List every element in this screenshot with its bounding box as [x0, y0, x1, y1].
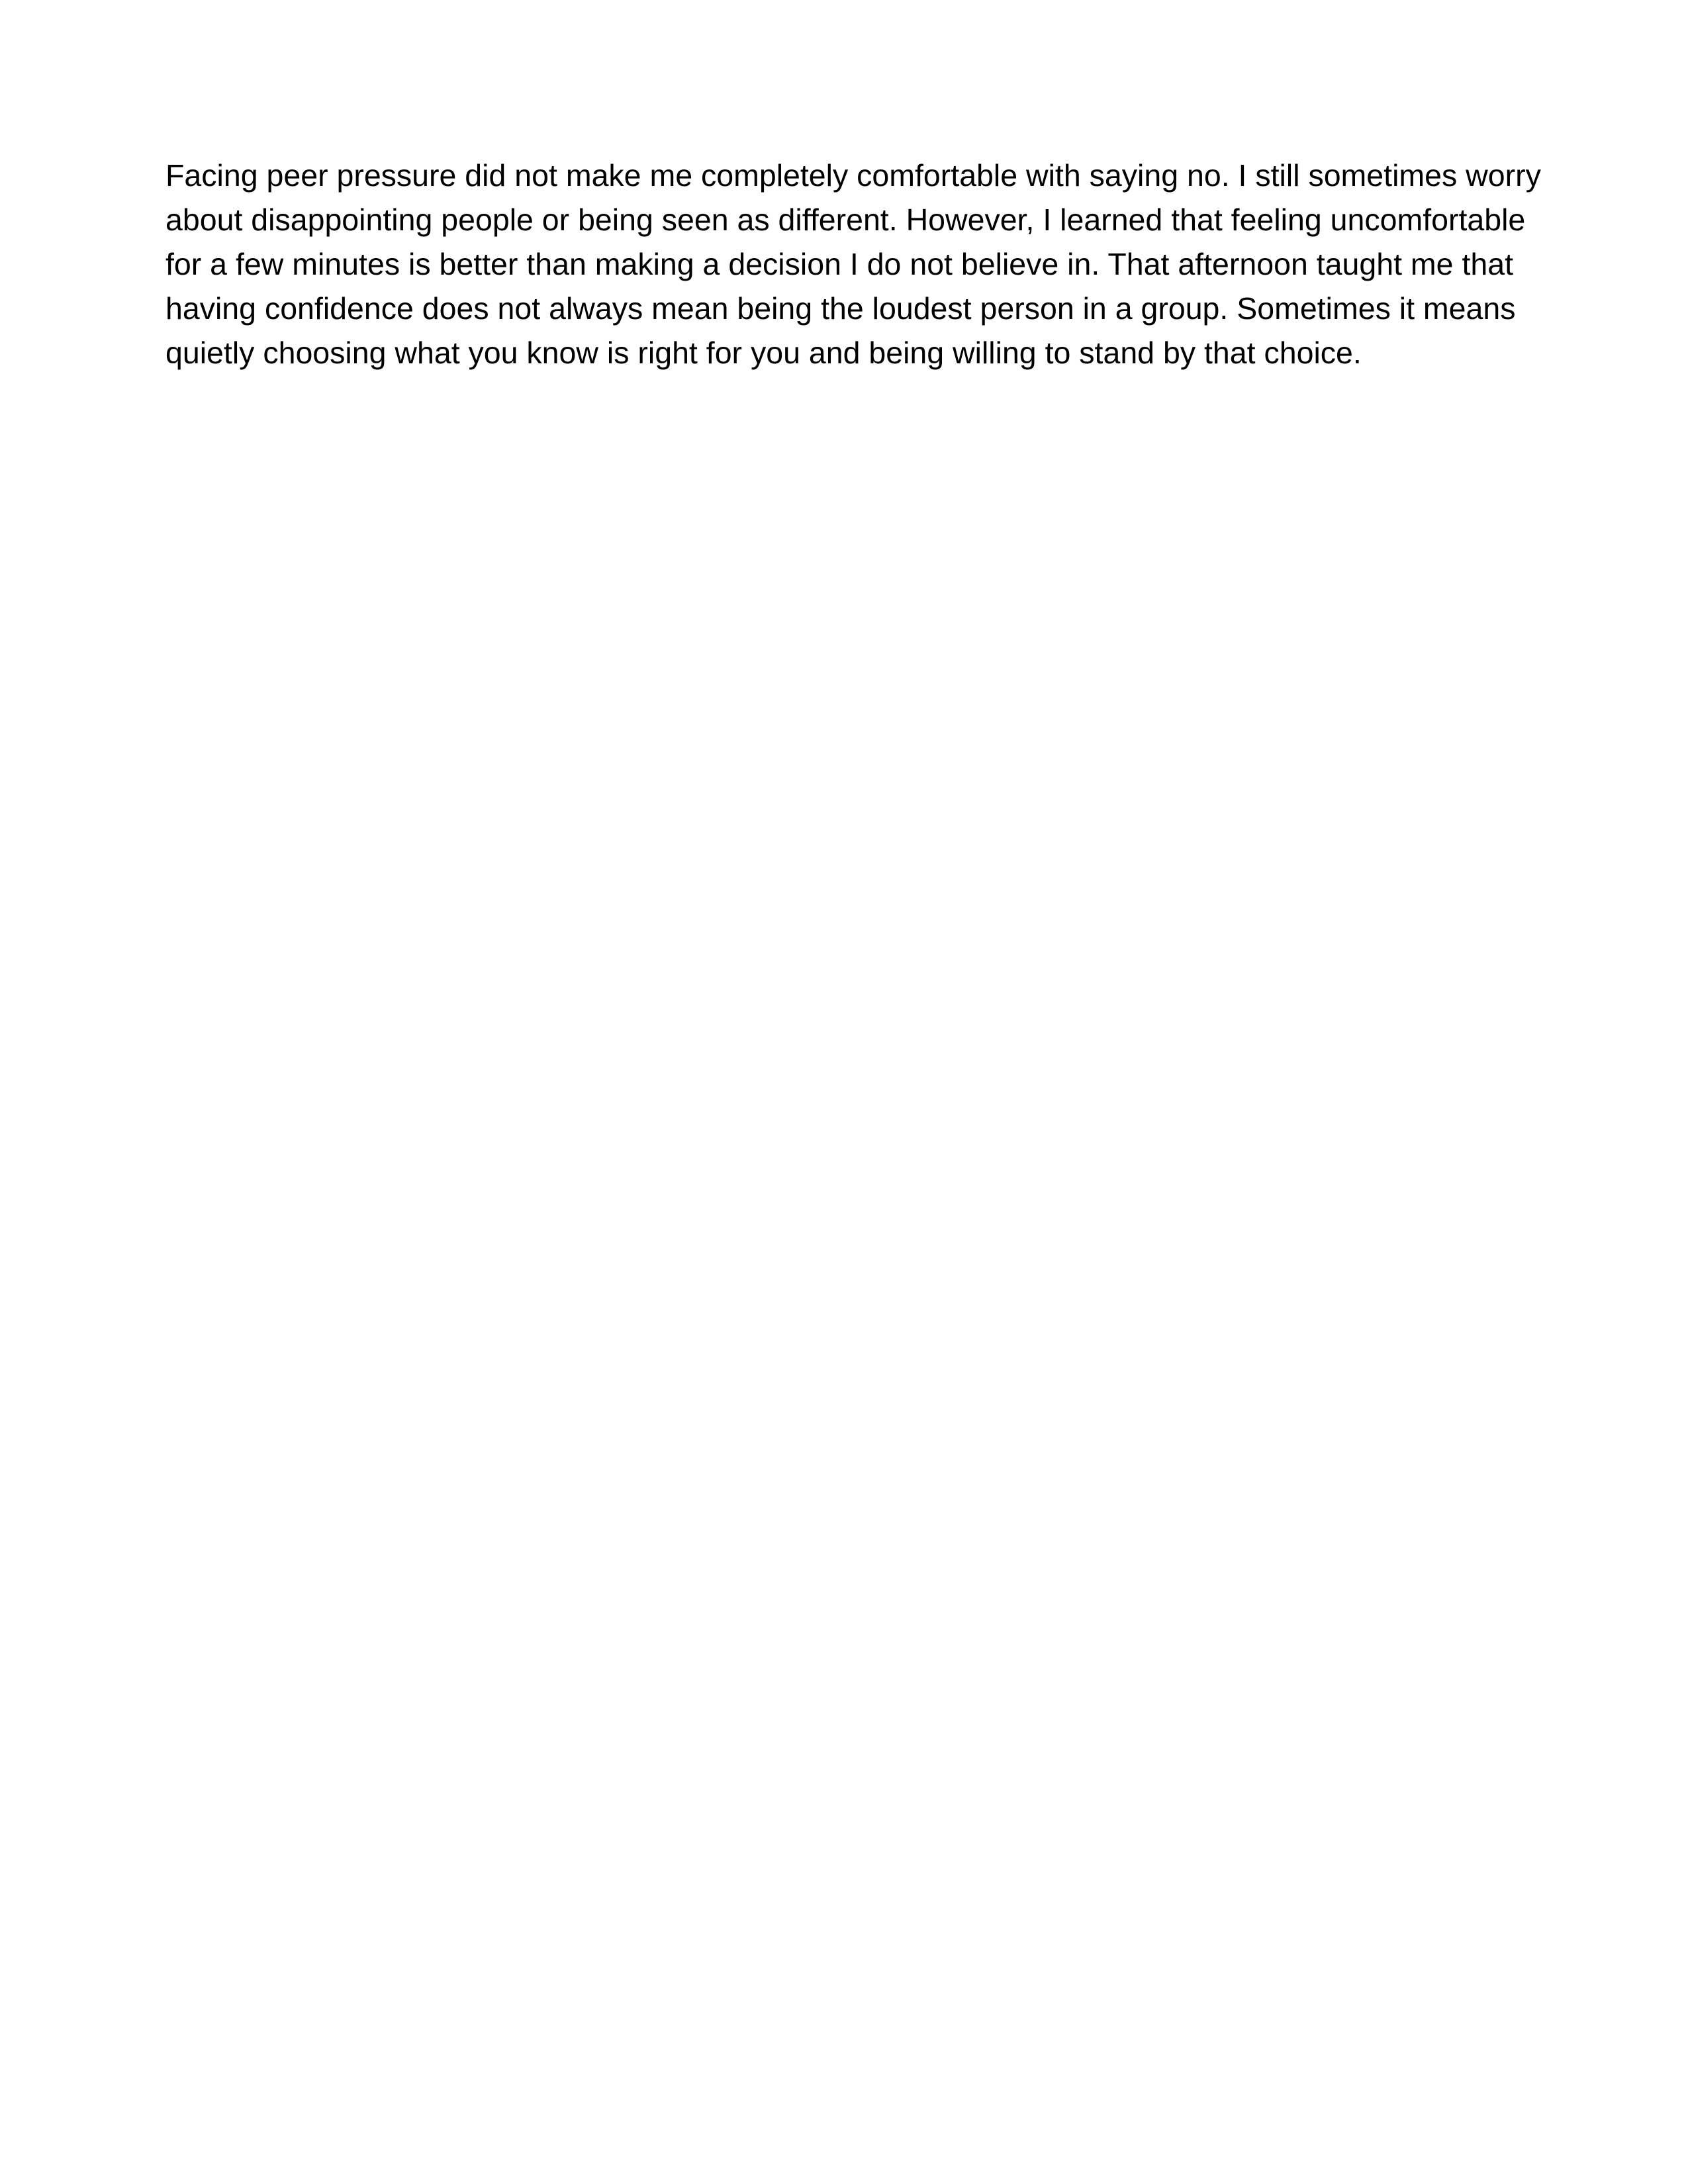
paragraph-line: having confidence does not always mean being the loudest person in a group. Sometimes it means [165, 291, 1516, 326]
paragraph-line: quietly choosing what you know is right for you and being willing to stand by that choice. [165, 336, 1362, 370]
paragraph-line: about disappointing people or being seen as different. However, I learned that feeling uncomfortable [165, 203, 1526, 237]
paragraph-line: Facing peer pressure did not make me completely comfortable with saying no. I still sometimes worry [165, 158, 1541, 193]
body-paragraph [165, 154, 1542, 375]
paragraph-line: for a few minutes is better than making a decision I do not believe in. That afternoon taught me that [165, 247, 1514, 281]
